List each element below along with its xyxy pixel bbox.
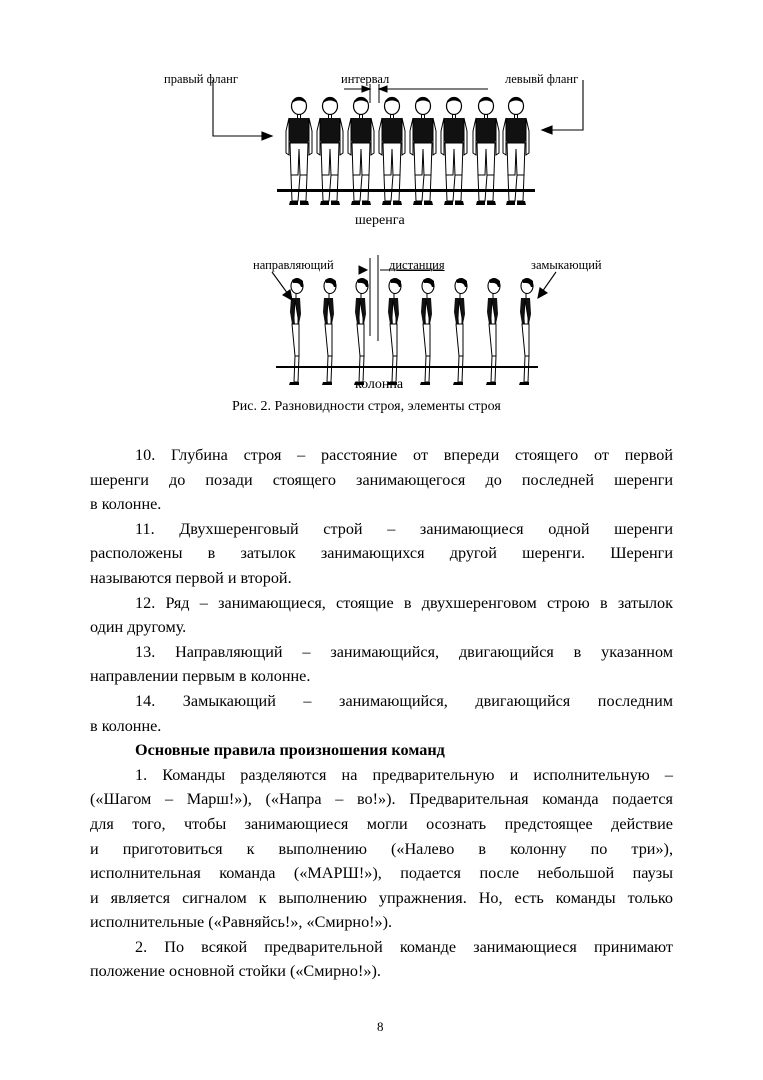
distance-label: дистанция: [389, 258, 445, 272]
left-flank-label: левывй фланг: [505, 72, 579, 86]
rule-1-line-2: («Шагом – Марш!»), («Напра – во!»). Предварительная команда подается: [90, 790, 673, 809]
column-ground: [276, 366, 538, 368]
paragraph-14-line-2: в колонне.: [90, 716, 162, 735]
paragraph-11-line-1: 11. Двухшеренговый строй – занимающиеся одной шеренги: [135, 519, 673, 538]
paragraph-10-line-3: в колонне.: [90, 495, 162, 514]
paragraph-11-line-3: называются первой и второй.: [90, 568, 292, 587]
left-flank-arrow: [542, 80, 583, 134]
formation-illustration: [0, 0, 763, 400]
paragraph-12-line-1: 12. Ряд – занимающиеся, стоящие в двухшеренговом строю в затылок: [135, 593, 673, 612]
column-figures: [289, 278, 533, 385]
rule-2-line-2: положение основной стойки («Смирно!»).: [90, 962, 381, 981]
rule-1-line-7: исполнительные («Равняйсь!», «Смирно!»).: [90, 913, 393, 932]
closing-label: замыкающий: [531, 258, 602, 272]
body-text: [90, 443, 673, 984]
shereng-ground: [277, 189, 535, 192]
figure-caption: Рис. 2. Разновидности строя, элементы строя: [232, 399, 501, 414]
rule-1-line-1: 1. Команды разделяются на предварительную и исполнительную –: [135, 765, 673, 784]
right-flank-arrow: [213, 80, 272, 140]
shereng-figures: [286, 98, 529, 206]
rule-1-line-5: исполнительная команда («МАРШ!»), подается после небольшой паузы: [90, 864, 673, 883]
paragraph-13-line-2: направлении первым в колонне.: [90, 667, 311, 686]
rule-1-line-3: для того, чтобы занимающиеся могли осознать предстоящее действие: [90, 814, 673, 833]
rule-2-line-1: 2. По всякой предварительной команде занимающиеся принимают: [135, 937, 673, 956]
shereng-caption: шеренга: [355, 213, 405, 228]
paragraph-10-line-2: шеренги до позади стоящего занимающегося до последней шеренги: [90, 470, 673, 489]
paragraph-14-line-1: 14. Замыкающий – занимающийся, двигающийся последним: [135, 691, 673, 710]
paragraph-12-line-2: один другому.: [90, 618, 187, 637]
page-number: 8: [377, 1019, 384, 1034]
interval-label: интервал: [341, 72, 390, 86]
column-caption: колонна: [355, 377, 404, 392]
closing-arrow: [538, 272, 556, 298]
paragraph-11-line-2: расположены в затылок занимающихся другой шеренги. Шеренги: [90, 544, 673, 563]
paragraph-13-line-1: 13. Направляющий – занимающийся, двигающийся в указанном: [135, 642, 673, 661]
rule-1-line-4: и приготовиться к выполнению («Налево в колонну по три»),: [90, 839, 673, 858]
right-flank-label: правый фланг: [164, 72, 238, 86]
paragraph-10-line-1: 10. Глубина строя – расстояние от впереди стоящего от первой: [135, 446, 673, 464]
leading-label: направляющий: [253, 258, 334, 272]
rule-1-line-6: и является сигналом к выполнению упражнения. Но, есть команды только: [90, 888, 673, 907]
leading-arrow: [272, 272, 292, 300]
section-heading: Основные правила произношения команд: [135, 741, 445, 760]
